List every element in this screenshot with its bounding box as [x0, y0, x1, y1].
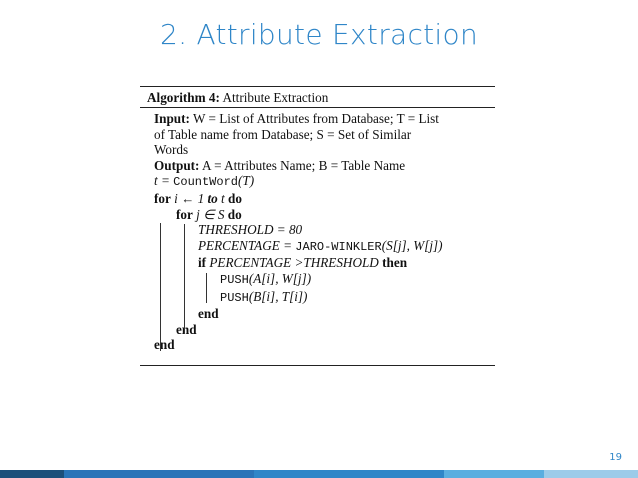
countword-line	[154, 173, 481, 191]
algorithm-name: Attribute Extraction	[222, 90, 329, 105]
input-line-3: Words	[154, 142, 189, 158]
countword-arg: (T)	[237, 173, 255, 189]
footer-segment	[64, 470, 254, 478]
bottom-rule	[140, 365, 495, 366]
countword-var: t =	[154, 173, 170, 189]
output-keyword: Output:	[154, 157, 200, 173]
countword-func: CountWord	[173, 175, 238, 190]
end-inner-for: end	[176, 321, 197, 337]
for-outer-keyword: for	[154, 190, 171, 206]
footer-segment	[444, 470, 544, 478]
inner-loop-bar	[184, 224, 185, 334]
output-text: A = Attributes Name; B = Table Name	[202, 157, 406, 173]
threshold-line: THRESHOLD = 80	[198, 222, 303, 238]
algorithm-box	[140, 86, 495, 366]
page-number: 19	[609, 452, 622, 463]
algorithm-body	[140, 108, 495, 359]
percentage-line	[198, 238, 481, 256]
inner-loop-body	[176, 222, 481, 322]
push-line-2	[220, 289, 481, 307]
outer-loop-body	[154, 207, 481, 338]
if-condition: PERCENTAGE >THRESHOLD	[209, 255, 379, 271]
for-inner-keyword: for	[176, 206, 193, 222]
push-args-2: (B[i], T[i])	[248, 288, 308, 304]
end-if: end	[198, 306, 219, 322]
then-keyword: then	[382, 255, 408, 271]
algorithm-label: Algorithm 4:	[147, 90, 220, 105]
percentage-args: (S[j], W[j])	[381, 237, 443, 253]
if-body	[198, 271, 481, 306]
algorithm-header	[140, 87, 495, 107]
push-args-1: (A[i], W[j])	[248, 270, 312, 286]
for-outer-to: to	[207, 190, 218, 206]
for-outer-expr: i ← 1	[174, 190, 205, 206]
percentage-var: PERCENTAGE =	[198, 237, 292, 253]
for-outer-line	[154, 191, 481, 207]
push-func-1: PUSH	[220, 272, 249, 287]
outer-loop-bar	[160, 223, 161, 351]
footer-color-bar	[0, 470, 638, 478]
for-inner-line	[176, 207, 481, 223]
percentage-func: JARO-WINKLER	[295, 239, 382, 254]
input-keyword: Input:	[154, 111, 190, 126]
if-keyword: if	[198, 255, 207, 271]
footer-segment	[254, 470, 444, 478]
output-line	[154, 158, 481, 174]
if-body-bar	[206, 273, 207, 303]
footer-segment	[0, 470, 64, 478]
for-outer-end: t	[221, 190, 225, 206]
push-func-2: PUSH	[220, 290, 249, 305]
end-outer-for: end	[154, 337, 175, 353]
for-inner-expr: j ∈ S	[196, 206, 225, 222]
input-line-2: of Table name from Database; S = Set of Similar	[154, 126, 412, 142]
slide-title: 2. Attribute Extraction	[160, 18, 478, 51]
for-inner-do: do	[227, 206, 242, 222]
if-line	[198, 255, 481, 271]
input-text-1: W = List of Attributes from Database; T = List	[192, 111, 439, 126]
for-outer-do: do	[228, 190, 242, 206]
push-line-1	[220, 271, 481, 289]
footer-segment	[544, 470, 638, 478]
input-line-1	[154, 111, 481, 127]
